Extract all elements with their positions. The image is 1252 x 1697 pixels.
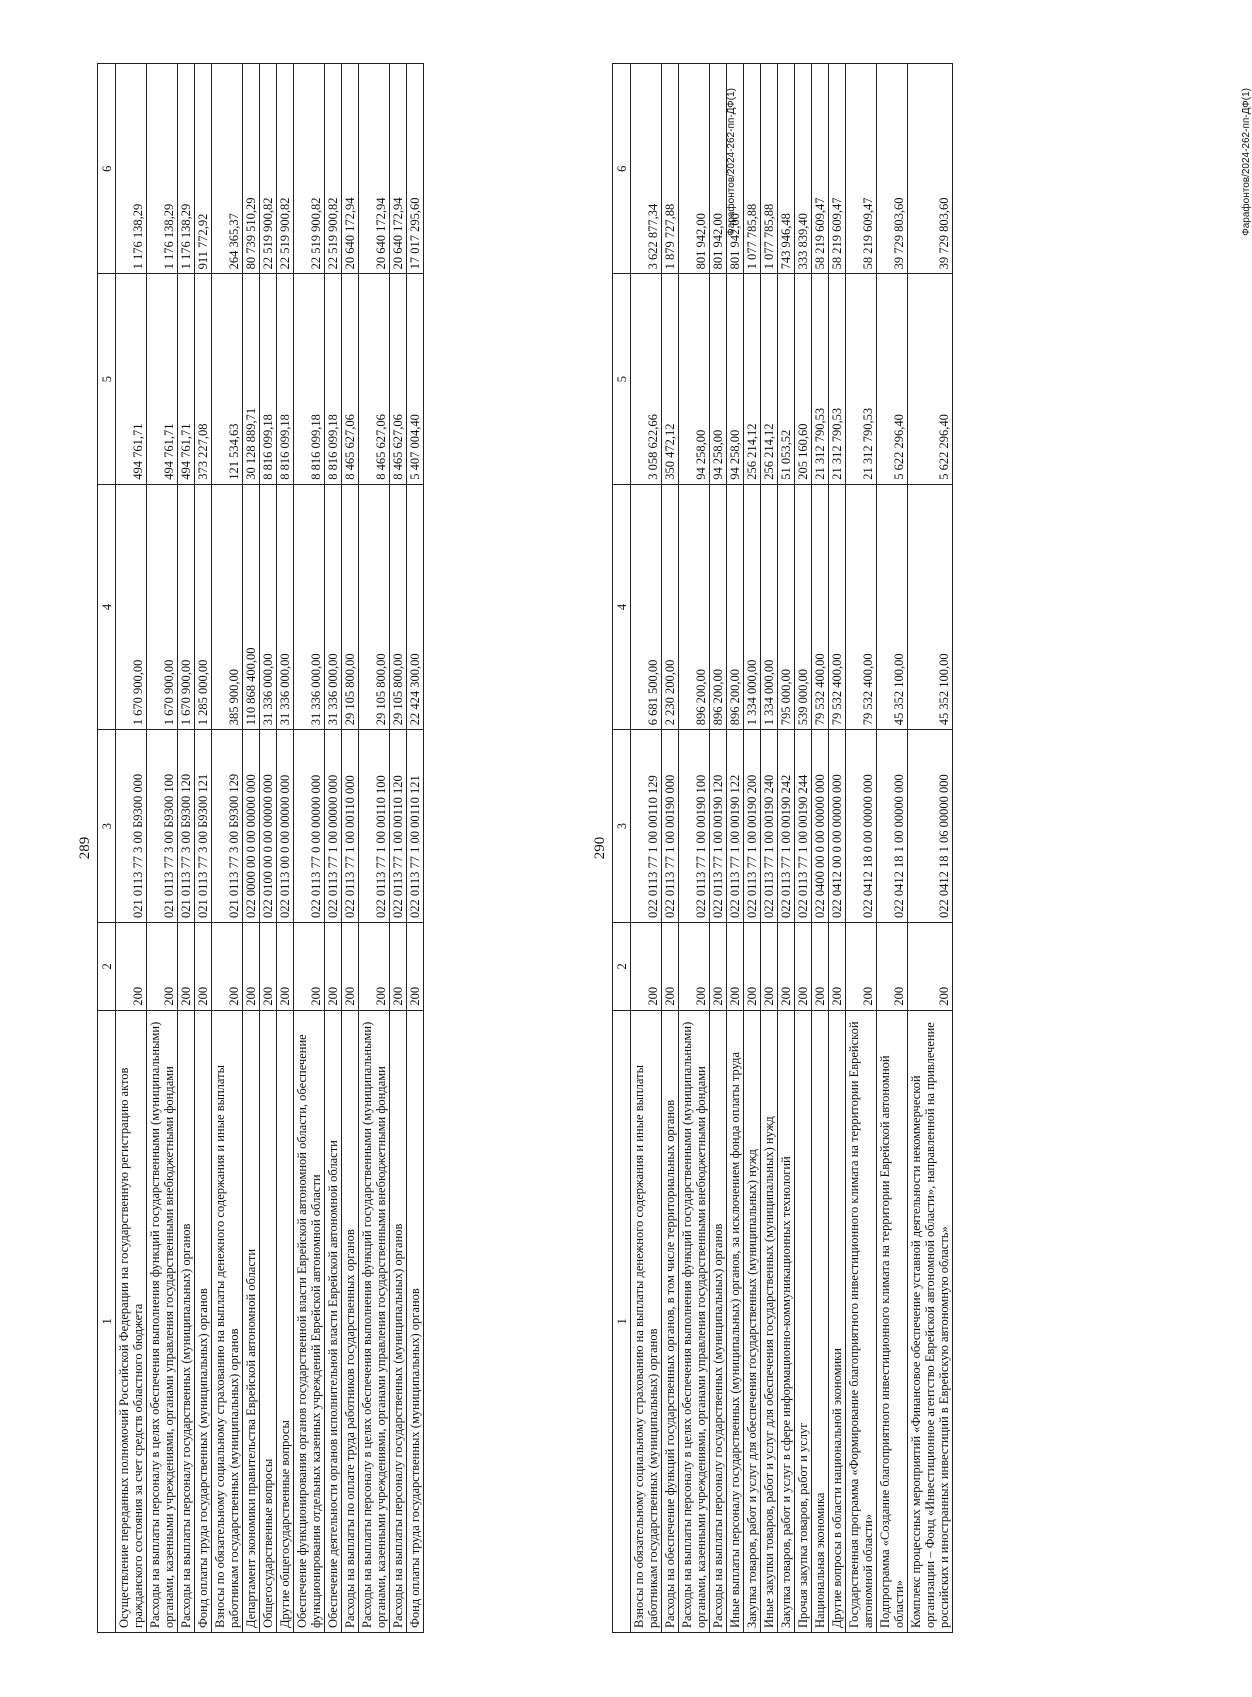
row-remaining-cell: 801 942,00	[710, 64, 727, 274]
row-approved-cell: 29 105 800,00	[359, 484, 390, 729]
table-row	[662, 64, 679, 1633]
row-classifier-cell: 022 0113 77 1 00 00190 244	[795, 730, 812, 923]
row-executed-cell: 373 227,08	[195, 274, 212, 484]
row-code-cell: 200	[243, 923, 260, 1011]
row-code-cell: 200	[212, 923, 243, 1011]
row-name-cell: Комплекс процессных мероприятий «Финансовое обеспечение уставной деятельности некоммерческой организации – Фонд «Инвестиционное агентство Еврейской автономной области», направленной на привлечение российских и иностранных инвестиций в Еврейскую автономную область»	[908, 1010, 953, 1632]
table-row	[212, 64, 243, 1633]
row-code-cell: 200	[710, 923, 727, 1011]
row-code-cell: 200	[877, 923, 908, 1011]
row-approved-cell: 1 670 900,00	[116, 484, 147, 729]
row-classifier-cell: 022 0412 18 1 06 00000 000	[908, 730, 953, 923]
row-executed-cell: 30 128 889,71	[243, 274, 260, 484]
row-remaining-cell: 80 739 510,29	[243, 64, 260, 274]
row-approved-cell: 79 532 400,00	[812, 484, 829, 729]
header-row	[98, 64, 116, 1633]
row-code-cell: 200	[679, 923, 710, 1011]
row-name-cell: Закупка товаров, работ и услуг в сфере информационно-коммуникационных технологий	[778, 1010, 795, 1632]
row-name-cell: Подпрограмма «Создание благоприятного инвестиционного климата на территории Еврейской автономной области»	[877, 1010, 908, 1632]
row-remaining-cell: 39 729 803,60	[908, 64, 953, 274]
row-executed-cell: 8 816 099,18	[260, 274, 277, 484]
table-row	[908, 64, 953, 1633]
row-executed-cell: 256 214,12	[761, 274, 778, 484]
row-name-cell: Национальная экономика	[812, 1010, 829, 1632]
row-approved-cell: 795 000,00	[778, 484, 795, 729]
row-remaining-cell: 911 772,92	[195, 64, 212, 274]
table-row	[147, 64, 178, 1633]
col-header-2: 2	[613, 923, 631, 1011]
row-name-cell: Общегосударственные вопросы	[260, 1010, 277, 1632]
row-remaining-cell: 1 077 785,88	[744, 64, 761, 274]
row-remaining-cell: 22 519 900,82	[260, 64, 277, 274]
row-executed-cell: 494 761,71	[178, 274, 195, 484]
row-approved-cell: 1 285 000,00	[195, 484, 212, 729]
row-executed-cell: 94 258,00	[727, 274, 744, 484]
row-code-cell: 200	[260, 923, 277, 1011]
row-executed-cell: 494 761,71	[147, 274, 178, 484]
table-row	[243, 64, 260, 1633]
table-body	[631, 64, 953, 1633]
table-row	[359, 64, 390, 1633]
row-remaining-cell: 20 640 172,94	[359, 64, 390, 274]
row-code-cell: 200	[846, 923, 877, 1011]
row-code-cell: 200	[631, 923, 662, 1011]
col-header-3: 3	[98, 730, 116, 923]
table-row	[877, 64, 908, 1633]
row-approved-cell: 896 200,00	[679, 484, 710, 729]
row-classifier-cell: 022 0113 77 1 00 00110 121	[407, 730, 424, 923]
row-code-cell: 200	[812, 923, 829, 1011]
row-remaining-cell: 1 176 138,29	[178, 64, 195, 274]
table-row	[846, 64, 877, 1633]
row-executed-cell: 350 472,12	[662, 274, 679, 484]
col-header-2: 2	[98, 923, 116, 1011]
col-header-3: 3	[613, 730, 631, 923]
row-executed-cell: 5 407 004,40	[407, 274, 424, 484]
row-executed-cell: 21 312 790,53	[812, 274, 829, 484]
row-code-cell: 200	[147, 923, 178, 1011]
row-name-cell: Взносы по обязательному социальному страхованию на выплаты денежного содержания и иные выплаты работникам государственных (муниципальных) органов	[212, 1010, 243, 1632]
row-classifier-cell: 022 0412 18 1 00 00000 000	[877, 730, 908, 923]
row-name-cell: Прочая закупка товаров, работ и услуг	[795, 1010, 812, 1632]
row-classifier-cell: 021 0113 77 3 00 Б9300 121	[195, 730, 212, 923]
row-name-cell: Другие вопросы в области национальной экономики	[829, 1010, 846, 1632]
row-approved-cell: 29 105 800,00	[342, 484, 359, 729]
row-classifier-cell: 022 0113 77 0 00 00000 000	[294, 730, 325, 923]
row-code-cell: 200	[407, 923, 424, 1011]
table-row	[195, 64, 212, 1633]
row-executed-cell: 21 312 790,53	[846, 274, 877, 484]
row-code-cell: 200	[761, 923, 778, 1011]
row-name-cell: Обеспечение деятельности органов исполнительной власти Еврейской автономной области	[325, 1010, 342, 1632]
footer-ref: Фарафонтов/2024-262-пп-ДФ(1)	[1241, 88, 1252, 236]
row-name-cell: Иные выплаты персоналу государственных (муниципальных) органов, за исключением фонда оплаты труда	[727, 1010, 744, 1632]
row-executed-cell: 205 160,60	[795, 274, 812, 484]
row-code-cell: 200	[325, 923, 342, 1011]
row-classifier-cell: 022 0113 77 1 00 00190 120	[710, 730, 727, 923]
budget-table	[97, 63, 424, 1633]
row-approved-cell: 31 336 000,00	[277, 484, 294, 729]
row-executed-cell: 51 053,52	[778, 274, 795, 484]
table-row	[778, 64, 795, 1633]
row-name-cell: Иные закупки товаров, работ и услуг для обеспечения государственных (муниципальных) нужд	[761, 1010, 778, 1632]
row-approved-cell: 896 200,00	[710, 484, 727, 729]
table-body	[116, 64, 424, 1633]
row-remaining-cell: 1 176 138,29	[147, 64, 178, 274]
row-name-cell: Расходы на выплаты персоналу в целях обеспечения выполнения функций государственными (муниципальными) органами, казенными учреждениями, органами управления государственными внебюджетными фондами	[147, 1010, 178, 1632]
row-classifier-cell: 022 0113 77 1 00 00190 242	[778, 730, 795, 923]
row-approved-cell: 1 670 900,00	[147, 484, 178, 729]
row-approved-cell: 385 900,00	[212, 484, 243, 729]
table-row	[325, 64, 342, 1633]
row-classifier-cell: 022 0113 77 1 00 00110 120	[390, 730, 407, 923]
row-executed-cell: 94 258,00	[679, 274, 710, 484]
row-executed-cell: 256 214,12	[744, 274, 761, 484]
col-header-4: 4	[613, 484, 631, 729]
row-remaining-cell: 1 879 727,88	[662, 64, 679, 274]
row-approved-cell: 6 681 500,00	[631, 484, 662, 729]
row-classifier-cell: 022 0100 00 0 00 00000 000	[260, 730, 277, 923]
row-executed-cell: 8 465 627,06	[390, 274, 407, 484]
row-code-cell: 200	[277, 923, 294, 1011]
row-approved-cell: 539 000,00	[795, 484, 812, 729]
table-row	[260, 64, 277, 1633]
table-row	[710, 64, 727, 1633]
row-classifier-cell: 022 0412 18 0 00 00000 000	[846, 730, 877, 923]
col-header-5: 5	[613, 274, 631, 484]
row-approved-cell: 1 334 000,00	[744, 484, 761, 729]
row-classifier-cell: 022 0400 00 0 00 00000 000	[812, 730, 829, 923]
table-row	[727, 64, 744, 1633]
row-classifier-cell: 022 0113 00 0 00 00000 000	[277, 730, 294, 923]
row-classifier-cell: 022 0000 00 0 00 00000 000	[243, 730, 260, 923]
row-executed-cell: 8 816 099,18	[325, 274, 342, 484]
table-row	[178, 64, 195, 1633]
row-remaining-cell: 58 219 609,47	[829, 64, 846, 274]
row-classifier-cell: 022 0113 77 1 00 00110 129	[631, 730, 662, 923]
row-classifier-cell: 022 0412 00 0 00 00000 000	[829, 730, 846, 923]
table-row	[761, 64, 778, 1633]
row-name-cell: Расходы на обеспечение функций государственных органов, в том числе территориальных органов	[662, 1010, 679, 1632]
row-code-cell: 200	[178, 923, 195, 1011]
row-classifier-cell: 022 0113 77 1 00 00190 240	[761, 730, 778, 923]
row-executed-cell: 94 258,00	[710, 274, 727, 484]
footer-ref: Фарафонтов/2024-262-пп-ДФ(1)	[726, 88, 737, 236]
table-row	[812, 64, 829, 1633]
row-name-cell: Расходы на выплаты персоналу в целях обеспечения выполнения функций государственными (муниципальными) органами, казенными учреждениями, органами управления государственными внебюджетными фондами	[359, 1010, 390, 1632]
row-executed-cell: 494 761,71	[116, 274, 147, 484]
row-remaining-cell: 1 077 785,88	[761, 64, 778, 274]
row-remaining-cell: 17 017 295,60	[407, 64, 424, 274]
table-row	[294, 64, 325, 1633]
table-row	[277, 64, 294, 1633]
row-approved-cell: 1 670 900,00	[178, 484, 195, 729]
row-approved-cell: 896 200,00	[727, 484, 744, 729]
row-executed-cell: 8 816 099,18	[277, 274, 294, 484]
row-code-cell: 200	[195, 923, 212, 1011]
row-approved-cell: 31 336 000,00	[260, 484, 277, 729]
row-remaining-cell: 801 942,00	[727, 64, 744, 274]
col-header-1: 1	[98, 1010, 116, 1632]
row-code-cell: 200	[727, 923, 744, 1011]
row-name-cell: Осуществление переданных полномочий Российской Федерации на государственную регистрацию актов гражданского состояния за счет средств областного бюджета	[116, 1010, 147, 1632]
row-classifier-cell: 021 0113 77 3 00 Б9300 100	[147, 730, 178, 923]
table-row	[744, 64, 761, 1633]
row-approved-cell: 29 105 800,00	[390, 484, 407, 729]
row-name-cell: Взносы по обязательному социальному страхованию на выплаты денежного содержания и иные выплаты работникам государственных (муниципальных) органов	[631, 1010, 662, 1632]
row-classifier-cell: 022 0113 77 1 00 00190 000	[662, 730, 679, 923]
row-code-cell: 200	[662, 923, 679, 1011]
row-executed-cell: 21 312 790,53	[829, 274, 846, 484]
budget-table	[612, 63, 953, 1633]
col-header-6: 6	[613, 64, 631, 274]
row-name-cell: Расходы на выплаты персоналу государственных (муниципальных) органов	[390, 1010, 407, 1632]
row-remaining-cell: 58 219 609,47	[846, 64, 877, 274]
row-code-cell: 200	[359, 923, 390, 1011]
table-row	[631, 64, 662, 1633]
row-name-cell: Фонд оплаты труда государственных (муниципальных) органов	[407, 1010, 424, 1632]
row-remaining-cell: 333 839,40	[795, 64, 812, 274]
row-classifier-cell: 022 0113 77 1 00 00110 100	[359, 730, 390, 923]
row-remaining-cell: 22 519 900,82	[277, 64, 294, 274]
row-classifier-cell: 022 0113 77 1 00 00190 100	[679, 730, 710, 923]
row-approved-cell: 2 230 200,00	[662, 484, 679, 729]
col-header-5: 5	[98, 274, 116, 484]
row-executed-cell: 8 465 627,06	[359, 274, 390, 484]
row-remaining-cell: 22 519 900,82	[325, 64, 342, 274]
row-remaining-cell: 58 219 609,47	[812, 64, 829, 274]
row-name-cell: Расходы на выплаты персоналу государственных (муниципальных) органов	[710, 1010, 727, 1632]
row-approved-cell: 110 868 400,00	[243, 484, 260, 729]
row-remaining-cell: 743 946,48	[778, 64, 795, 274]
table-row	[407, 64, 424, 1633]
row-code-cell: 200	[778, 923, 795, 1011]
right-page	[590, 38, 1252, 1658]
row-approved-cell: 45 352 100,00	[877, 484, 908, 729]
header-row	[613, 64, 631, 1633]
row-name-cell: Расходы на выплаты персоналу государственных (муниципальных) органов	[178, 1010, 195, 1632]
row-executed-cell: 121 534,63	[212, 274, 243, 484]
table-row	[829, 64, 846, 1633]
page-number: 290	[592, 836, 608, 860]
row-approved-cell: 31 336 000,00	[294, 484, 325, 729]
row-name-cell: Обеспечение функционирования органов государственной власти Еврейской автономной области, обеспечение функционирования отдельных казенных учреждений Еврейской автономной области	[294, 1010, 325, 1632]
row-code-cell: 200	[744, 923, 761, 1011]
row-approved-cell: 31 336 000,00	[325, 484, 342, 729]
page-number: 289	[77, 836, 93, 860]
row-classifier-cell: 022 0113 77 1 00 00000 000	[325, 730, 342, 923]
col-header-4: 4	[98, 484, 116, 729]
row-code-cell: 200	[342, 923, 359, 1011]
row-executed-cell: 5 622 296,40	[877, 274, 908, 484]
row-remaining-cell: 20 640 172,94	[390, 64, 407, 274]
row-name-cell: Государственная программа «Формирование благоприятного инвестиционного климата на территории Еврейской автономной области»	[846, 1010, 877, 1632]
table-row	[679, 64, 710, 1633]
row-code-cell: 200	[908, 923, 953, 1011]
row-executed-cell: 8 816 099,18	[294, 274, 325, 484]
row-remaining-cell: 1 176 138,29	[116, 64, 147, 274]
row-code-cell: 200	[116, 923, 147, 1011]
row-executed-cell: 5 622 296,40	[908, 274, 953, 484]
row-name-cell: Другие общегосударственные вопросы	[277, 1010, 294, 1632]
row-executed-cell: 3 058 622,66	[631, 274, 662, 484]
row-remaining-cell: 264 365,37	[212, 64, 243, 274]
row-executed-cell: 8 465 627,06	[342, 274, 359, 484]
row-classifier-cell: 022 0113 77 1 00 00190 200	[744, 730, 761, 923]
row-remaining-cell: 20 640 172,94	[342, 64, 359, 274]
table-row	[795, 64, 812, 1633]
row-remaining-cell: 39 729 803,60	[877, 64, 908, 274]
row-name-cell: Фонд оплаты труда государственных (муниципальных) органов	[195, 1010, 212, 1632]
row-classifier-cell: 021 0113 77 3 00 Б9300 129	[212, 730, 243, 923]
row-approved-cell: 45 352 100,00	[908, 484, 953, 729]
row-remaining-cell: 801 942,00	[679, 64, 710, 274]
row-code-cell: 200	[390, 923, 407, 1011]
row-approved-cell: 22 424 300,00	[407, 484, 424, 729]
table-row	[390, 64, 407, 1633]
row-code-cell: 200	[795, 923, 812, 1011]
row-classifier-cell: 021 0113 77 3 00 Б9300 000	[116, 730, 147, 923]
row-code-cell: 200	[829, 923, 846, 1011]
table-row	[116, 64, 147, 1633]
row-code-cell: 200	[294, 923, 325, 1011]
row-classifier-cell: 022 0113 77 1 00 00190 122	[727, 730, 744, 923]
row-name-cell: Расходы на выплаты персоналу в целях обеспечения выполнения функций государственными (муниципальными) органами, казенными учреждениями, органами управления государственными внебюджетными фондами	[679, 1010, 710, 1632]
row-name-cell: Закупка товаров, работ и услуг для обеспечения государственных (муниципальных) нужд	[744, 1010, 761, 1632]
col-header-1: 1	[613, 1010, 631, 1632]
col-header-6: 6	[98, 64, 116, 274]
table-row	[342, 64, 359, 1633]
row-approved-cell: 1 334 000,00	[761, 484, 778, 729]
row-remaining-cell: 3 622 877,34	[631, 64, 662, 274]
row-approved-cell: 79 532 400,00	[846, 484, 877, 729]
row-classifier-cell: 022 0113 77 1 00 00110 000	[342, 730, 359, 923]
row-classifier-cell: 021 0113 77 3 00 Б9300 120	[178, 730, 195, 923]
row-remaining-cell: 22 519 900,82	[294, 64, 325, 274]
row-name-cell: Расходы на выплаты по оплате труда работников государственных органов	[342, 1010, 359, 1632]
row-name-cell: Департамент экономики правительства Еврейской автономной области	[243, 1010, 260, 1632]
row-approved-cell: 79 532 400,00	[829, 484, 846, 729]
